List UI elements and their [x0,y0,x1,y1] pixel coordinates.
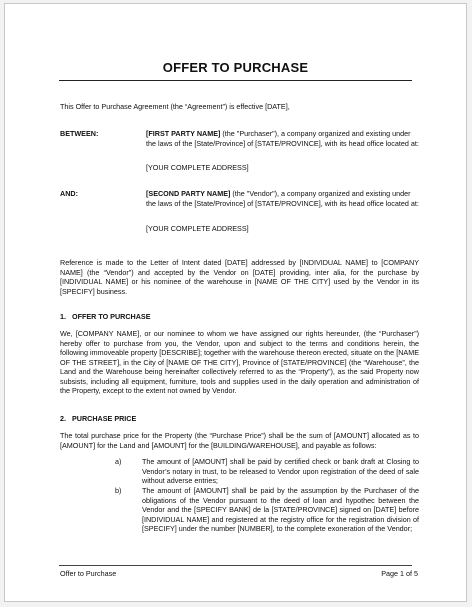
second-party-paragraph [146,189,420,208]
section-1-body: We, [COMPANY NAME], or our nominee to whom we have assigned our rights hereunder, (the “Purchaser”) hereby offer to purchase from you, the Vendor, upon and subject to the terms and conditions herein, the following immoveable property [DESCRIBE]; together with the warehouse thereon erected, situate on the [NAME OF THE STREET], in the City of [NAME OF THE CITY], Province of [STATE/PROVINCE] (the “Warehouse”, the Land and the Warehouse being hereinafter collectively referred to as the “Property”), as the said Property now subsists, including all equipment, furniture, tools and supplies used in the daily operation and administration of the Property, except to the extent not owned by Vendor. [60,329,419,395]
document-title: OFFER TO PURCHASE [162,60,309,75]
and-label: AND: [60,189,78,198]
first-party-name: [FIRST PARTY NAME] [146,129,221,138]
second-party-address: [YOUR COMPLETE ADDRESS] [146,224,249,233]
second-party-name: [SECOND PARTY NAME] [146,189,231,198]
second-party-text: (the "Vendor"), a company organized and existing under the laws of the [State/Province] of [STATE/PROVINCE], with its head office located at: [146,189,419,208]
section-2-body: The total purchase price for the Property (the “Purchase Price”) shall be the sum of [AMOUNT] allocated as to [AMOUNT] for the Land and [AMOUNT] for the [BUILDING/WAREHOUSE], and payable as follows: [60,431,419,450]
item-a-letter: a) [115,457,122,466]
footer-rule [59,565,412,566]
document-page [4,3,467,602]
section-2-heading: 2. PURCHASE PRICE [60,414,137,423]
item-b-text: The amount of [AMOUNT] shall be paid by the assumption by the Purchaser of the obligations of the Vendor pursuant to the deed of loan and hypothec between the Vendor and the [SPECIFY BANK] de la [STATE/PROVINCE] signed on [DATE] before [INDIVIDUAL NAME] and registered at the registry office for the registration division of [SPECIFY] under the number [NUMBER], to the complete exoneration of the Vendor; [142,486,419,533]
first-party-address: [YOUR COMPLETE ADDRESS] [146,163,249,172]
section-1-heading: 1. OFFER TO PURCHASE [60,312,151,321]
item-a-text: The amount of [AMOUNT] shall be paid by certified check or bank draft at Closing to Vendor’s notary in trust, to be released to Vendor upon registration of the deed of sale without adverse entries; [142,457,419,485]
reference-paragraph: Reference is made to the Letter of Intent dated [DATE] addressed by [INDIVIDUAL NAME] to [COMPANY NAME] (the “Vendor”) and accepted by the Vendor on [DATE] providing, inter alia, for the purchase by [INDIVIDUAL NAME] or his nominee of the warehouse in [NAME OF THE CITY] used by the Vendor in its [SPECIFY] business. [60,258,419,296]
intro-paragraph: This Offer to Purchase Agreement (the “Agreement”) is effective [DATE], [60,102,290,111]
first-party-paragraph [146,129,420,148]
item-b-letter: b) [115,486,122,495]
between-label: BETWEEN: [60,129,99,138]
footer-document-name: Offer to Purchase [60,569,117,578]
first-party-text: (the "Purchaser"), a company organized and existing under the laws of the [State/Province] of [STATE/PROVINCE], with its head office located at: [146,129,419,148]
title-rule [59,80,412,81]
footer-page-number: Page 1 of 5 [381,569,418,578]
